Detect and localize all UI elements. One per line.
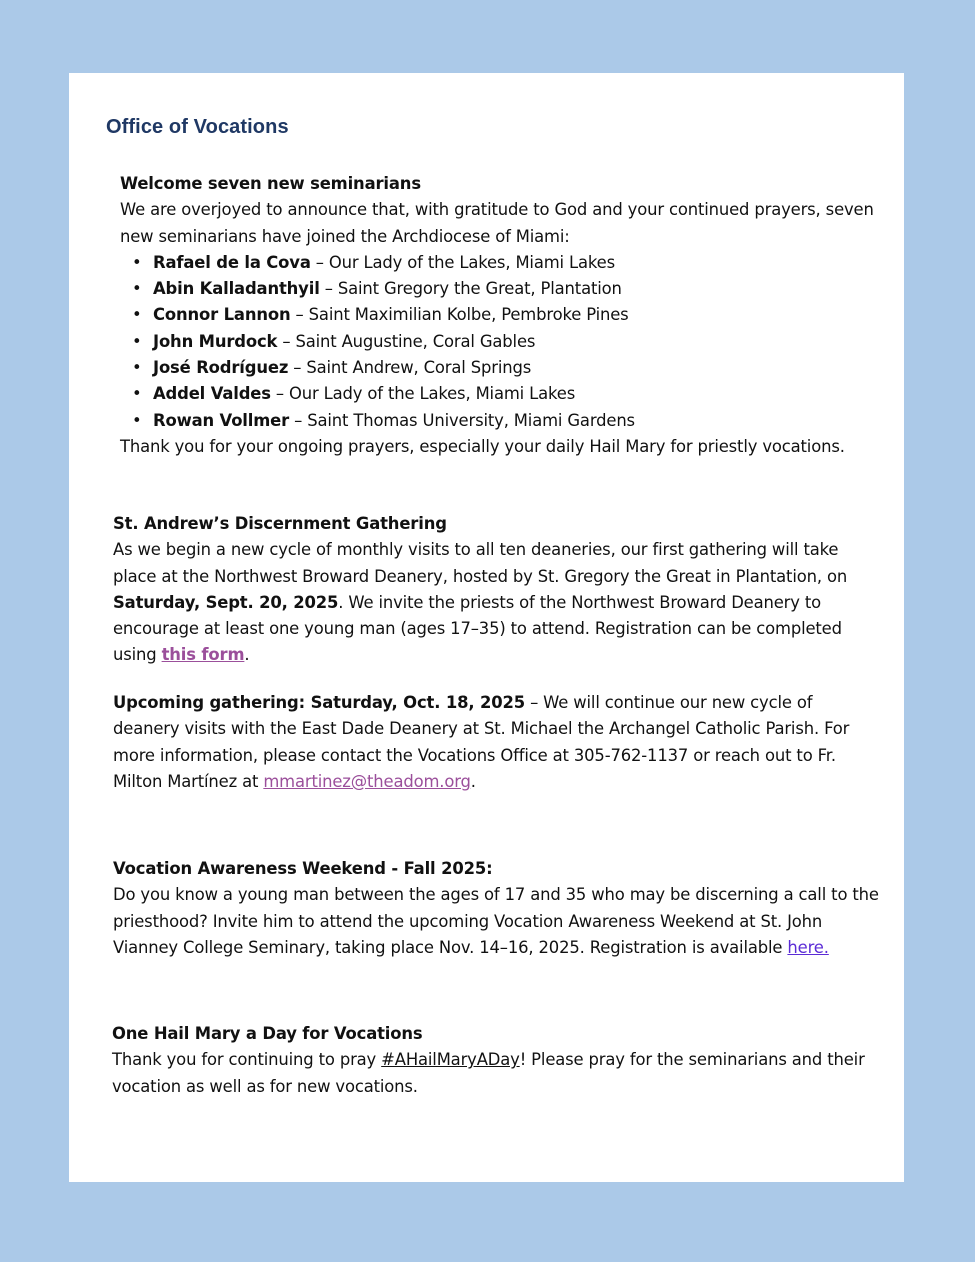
bullet-icon: • [132,252,142,272]
seminarian-list [120,250,880,434]
newsletter-page [69,73,904,1182]
welcome-intro: We are overjoyed to announce that, with gratitude to God and your continued prayers, seven new seminarians have joined the Archdiocese of Miami: [120,200,874,246]
seminarian-name: Connor Lannon [153,305,291,325]
seminarian-name: José Rodríguez [153,358,289,378]
upcoming-text: . [470,771,476,791]
welcome-heading: Welcome seven new seminarians [120,174,421,193]
discernment-text: . We invite the priests of the Northwest Broward Deanery to encourage at least one young man (ages 17–35) to attend. Registration can be completed using [113,592,842,665]
upcoming-lead: Upcoming gathering: Saturday, Oct. 18, 2025 [113,693,526,712]
awareness-heading: Vocation Awareness Weekend - Fall 2025: [113,859,493,878]
seminarian-parish: – Our Lady of the Lakes, Miami Lakes [310,252,615,272]
upcoming-gathering-section [113,690,883,795]
awareness-body [113,882,883,961]
bullet-icon: • [132,410,142,430]
seminarian-name: Rafael de la Cova [153,252,311,272]
seminarian-parish: – Saint Thomas University, Miami Gardens [289,410,635,430]
seminarian-name: Abin Kalladanthyil [153,279,320,299]
list-item [132,276,880,302]
bullet-icon: • [132,279,142,299]
list-item [132,381,880,407]
awareness-text: Do you know a young man between the ages of 17 and 35 who may be discerning a call to the priesthood? Invite him to attend the upcoming Vocation Awareness Weekend at St. John Vianney College Seminary, taking place Nov. 14–16, 2025. Registration is available [113,885,879,957]
list-item [132,329,880,355]
list-item [132,302,880,328]
bullet-icon: • [132,384,142,404]
upcoming-text: – We will continue our new cycle of deanery visits with the East Dade Deanery at St. Michael the Archangel Catholic Parish. For more information, please contact the Vocations Office at 305-762-1137 or reach out to Fr. Milton Martínez at [113,693,850,791]
list-item [132,408,880,434]
seminarian-parish: – Our Lady of the Lakes, Miami Lakes [270,384,576,404]
seminarian-parish: – Saint Andrew, Coral Springs [288,358,532,378]
discernment-section [113,511,883,669]
discernment-date: Saturday, Sept. 20, 2025 [113,592,339,612]
seminarian-name: Rowan Vollmer [153,410,290,430]
seminarian-parish: – Saint Augustine, Coral Gables [277,331,536,351]
hail-mary-body [112,1047,882,1100]
hail-mary-heading: One Hail Mary a Day for Vocations [112,1024,423,1043]
page-title: Office of Vocations [106,116,289,138]
bullet-icon: • [132,358,142,378]
hail-mary-text: Thank you for continuing to pray [112,1050,382,1070]
welcome-closing: Thank you for your ongoing prayers, especially your daily Hail Mary for priestly vocations. [120,436,845,456]
seminarian-parish: – Saint Maximilian Kolbe, Pembroke Pines [290,305,629,325]
welcome-section [120,171,880,460]
awareness-registration-link[interactable]: here. [787,937,829,957]
bullet-icon: • [132,331,142,351]
discernment-text: . [244,645,250,665]
discernment-heading: St. Andrew’s Discernment Gathering [113,514,447,533]
hashtag-link[interactable]: #AHailMaryADay [381,1050,520,1070]
upcoming-body [113,690,883,795]
discernment-body [113,537,883,668]
hail-mary-text: ! Please pray for the seminarians and their vocation as well as for new vocations. [112,1050,865,1096]
seminarian-parish: – Saint Gregory the Great, Plantation [319,279,622,299]
seminarian-name: John Murdock [153,331,278,351]
seminarian-name: Addel Valdes [153,384,271,404]
registration-form-link[interactable]: this form [161,645,245,665]
list-item [132,355,880,381]
awareness-weekend-section [113,856,883,961]
list-item [132,250,880,276]
hail-mary-section [112,1021,882,1100]
email-link[interactable]: mmartinez@theadom.org [263,771,471,791]
bullet-icon: • [132,305,142,325]
discernment-text: As we begin a new cycle of monthly visits to all ten deaneries, our first gathering will take place at the Northwest Broward Deanery, hosted by St. Gregory the Great in Plantation, on [113,540,848,586]
